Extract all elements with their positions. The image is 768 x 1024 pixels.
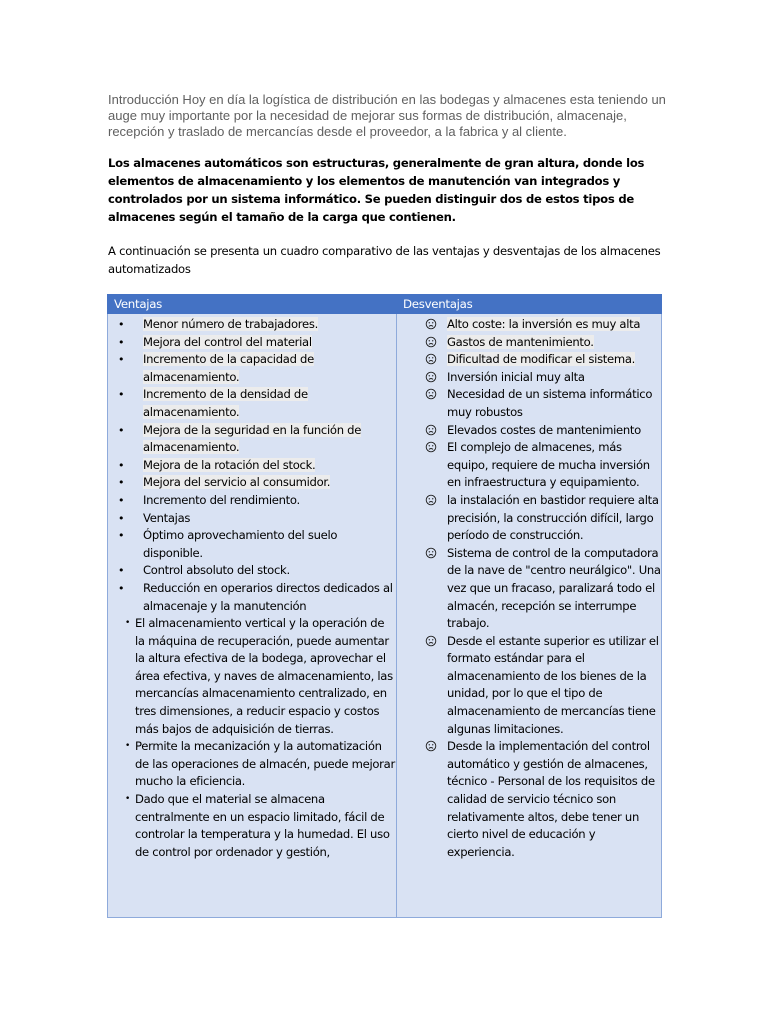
desventaja-item: [397, 439, 661, 492]
header-ventajas: Ventajas: [108, 295, 397, 314]
desventajas-cell: [397, 314, 662, 918]
ventaja-item: [108, 422, 396, 457]
desventaja-text: Alto coste: la inversión es muy alta: [447, 317, 641, 331]
ventaja-text: Incremento de la densidad de almacenamiento.: [143, 387, 308, 419]
ventaja-text: Reducción en operarios directos dedicados al almacenaje y la manutención: [143, 580, 393, 613]
sad-face-icon: [425, 336, 439, 350]
ventaja-item: [108, 386, 396, 421]
ventaja-text: Incremento del rendimiento.: [143, 492, 300, 507]
ventaja-item: [108, 334, 396, 352]
desventaja-text: la instalación en bastidor requiere alta precisión, la construcción difícil, largo período de construcción.: [447, 492, 659, 543]
ventaja-text: Mejora de la seguridad en la función de almacenamiento.: [143, 422, 362, 455]
desventaja-item: [397, 633, 661, 739]
ventaja-item: [108, 738, 396, 791]
bullet-icon: •: [118, 458, 125, 472]
bullet-icon: •: [118, 476, 125, 490]
ventaja-item: [108, 527, 396, 562]
bullet-icon: •: [118, 335, 125, 349]
sad-face-icon: [425, 318, 439, 332]
desventaja-item: [397, 369, 661, 387]
bullet-icon: •: [118, 318, 125, 331]
bullet-icon: •: [125, 794, 131, 805]
intro-paragraph: Introducción Hoy en día la logística de distribución en las bodegas y almacenes esta teniendo un auge muy importante por la necesidad de mejorar sus formas de distribución, almacenaje, recepción y traslado de mercancías desde el proveedor, a la fabrica y al cliente.: [108, 92, 666, 139]
bullet-icon: •: [118, 564, 125, 578]
bullet-icon: •: [118, 581, 125, 595]
bullet-icon: •: [118, 388, 125, 402]
definition-paragraph: Los almacenes automáticos son estructuras, generalmente de gran altura, donde los elementos de almacenamiento y los elementos de manutención van integrados y controlados por un sistema informático. Se pueden distinguir dos de estos tipos de almacenes según el tamaño de la carga que contienen.: [108, 156, 645, 224]
bullet-icon: •: [118, 423, 125, 437]
sad-face-icon: [425, 371, 439, 385]
ventaja-text: Mejora del servicio al consumidor.: [143, 475, 331, 490]
ventaja-item: [108, 562, 396, 580]
ventajas-cell: [108, 314, 397, 918]
desventaja-item: [397, 316, 661, 334]
sad-face-icon: [425, 388, 439, 402]
bullet-icon: •: [118, 493, 125, 507]
ventaja-text: Óptimo aprovechamiento del suelo disponible.: [143, 528, 338, 560]
ventaja-text: Permite la mecanización y la automatización de las operaciones de almacén, puede mejorar mucho la eficiencia.: [135, 739, 395, 789]
ventaja-text: El almacenamiento vertical y la operación de la máquina de recuperación, puede aumentar la altura efectiva de la bodega, aprovechar el área efectiva, y naves de almacenamiento, las mercancías almacenamiento centralizado, en tres dimensiones, a reducir espacio y costos más bajos de adquisición de tierras.: [135, 616, 393, 736]
ventaja-item: [108, 510, 396, 528]
sad-face-icon: [425, 353, 439, 367]
table-intro-paragraph: A continuación se presenta un cuadro comparativo de las ventajas y desventajas de los almacenes automatizados: [108, 244, 661, 276]
desventaja-item: [397, 422, 661, 440]
ventaja-text: Incremento de la capacidad de almacenamiento.: [143, 352, 314, 384]
ventaja-item: [108, 580, 396, 615]
ventaja-item: [108, 351, 396, 386]
desventaja-item: [397, 492, 661, 545]
bullet-icon: •: [118, 353, 125, 367]
ventajas-list: [108, 314, 396, 861]
ventaja-item: [108, 791, 396, 861]
bullet-icon: •: [118, 511, 125, 525]
ventaja-text: Mejora de la rotación del stock.: [143, 457, 316, 472]
desventaja-text: Inversión inicial muy alta: [447, 369, 585, 384]
sad-face-icon: [425, 424, 439, 438]
ventaja-text: Control absoluto del stock.: [143, 563, 290, 578]
ventaja-item: [108, 615, 396, 738]
sad-face-icon: [425, 635, 439, 649]
ventaja-text: Dado que el material se almacena centralmente en un espacio limitado, fácil de controlar la temperatura y la humedad. El uso de control por ordenador y gestión,: [135, 792, 390, 859]
ventaja-item: [108, 492, 396, 510]
desventaja-item: [397, 334, 661, 352]
bullet-icon: •: [125, 618, 131, 629]
desventaja-text: Desde la implementación del control automático y gestión de almacenes, técnico - Personal de los requisitos de calidad de servicio técnico son relativamente altos, debe tener un cierto nivel de educación y experiencia.: [447, 739, 655, 859]
sad-face-icon: [425, 494, 439, 508]
ventaja-item: [108, 316, 396, 334]
ventaja-text: Mejora del control del material: [143, 334, 312, 349]
header-desventajas: Desventajas: [397, 295, 662, 314]
sad-face-icon: [425, 547, 439, 561]
desventaja-item: [397, 386, 661, 421]
ventaja-text: Ventajas: [143, 510, 191, 525]
desventaja-text: Elevados costes de mantenimiento: [447, 422, 641, 437]
ventaja-text: Menor número de trabajadores.: [143, 317, 318, 331]
desventaja-text: Gastos de mantenimiento.: [447, 334, 594, 349]
desventaja-text: Dificultad de modificar el sistema.: [447, 352, 636, 367]
ventaja-item: [108, 474, 396, 492]
desventaja-item: [397, 351, 661, 369]
bullet-icon: •: [118, 529, 125, 543]
desventaja-text: Sistema de control de la computadora de la nave de "centro neurálgico". Una vez que un fracaso, paralizará todo el almacén, recepción se interrumpe trabajo.: [447, 545, 661, 631]
desventaja-text: Necesidad de un sistema informático muy robustos: [447, 387, 653, 419]
desventaja-text: Desde el estante superior es utilizar el formato estándar para el almacenamiento de los bienes de la unidad, por lo que el tipo de almacenamiento de mercancías tiene algunas limitaciones.: [447, 633, 659, 736]
comparison-table: [107, 294, 662, 918]
sad-face-icon: [425, 740, 439, 754]
desventaja-text: El complejo de almacenes, más equipo, requiere de mucha inversión en infraestructura y equipamiento.: [447, 440, 650, 490]
desventaja-item: [397, 738, 661, 861]
desventajas-list: [397, 314, 661, 861]
ventaja-item: [108, 457, 396, 475]
bullet-icon: •: [125, 741, 131, 752]
sad-face-icon: [425, 441, 439, 455]
desventaja-item: [397, 545, 661, 633]
